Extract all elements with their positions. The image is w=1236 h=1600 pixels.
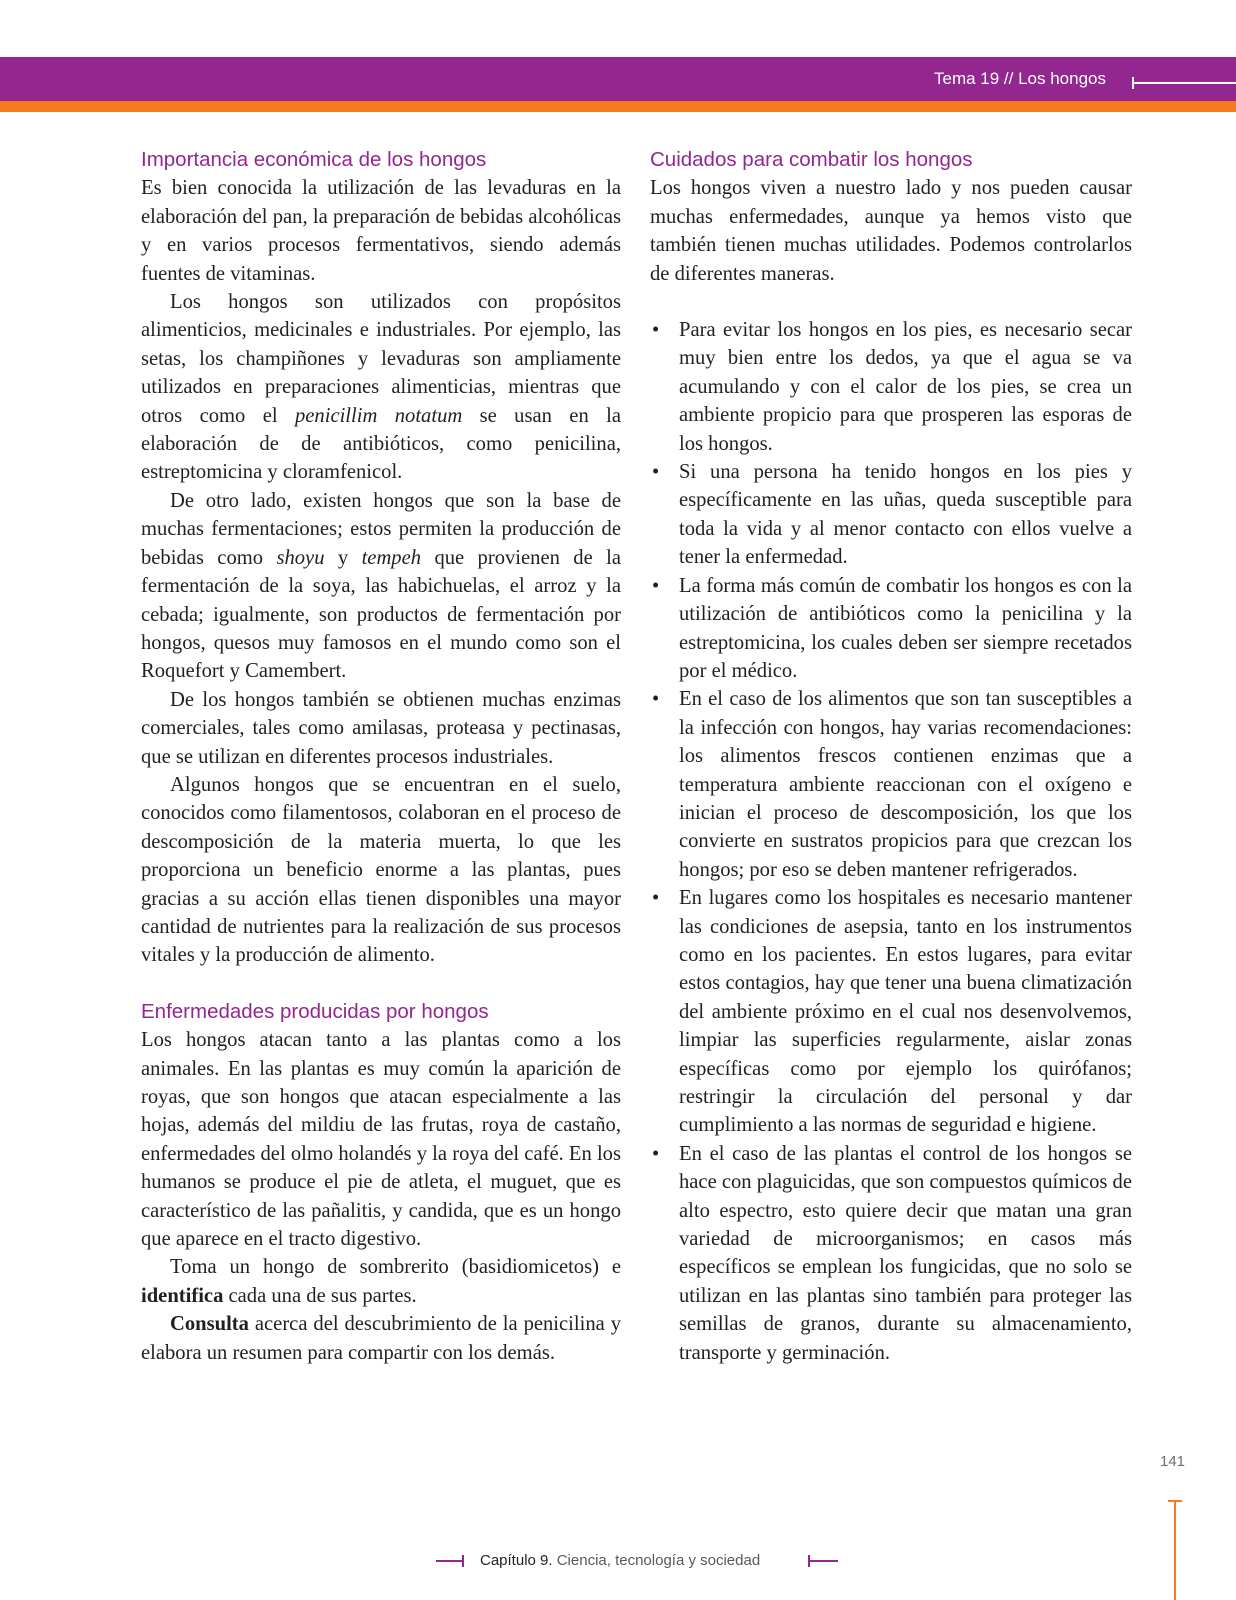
section-gap [141,970,621,998]
list-item: • En el caso de las plantas el control de los hongos se hace con plaguicidas, que son compuestos químicos de alto espectro, esto quiere decir que matan una gran variedad de microorganismos; en casos más específicos se emplean los fungicidas, que no solo se utilizan en las plantas sino también para proteger las semillas de granos, durante su almacenamiento, transporte y germinación. [650,1140,1132,1367]
activity-paragraph: Toma un hongo de sombrerito (basidiomicetos) e identifica cada una de sus partes. [141,1256,621,1307]
running-head-topic: Tema 19 // Los hongos [933,69,1106,88]
bullet-icon: • [652,887,660,910]
section-gap [650,288,1132,316]
paragraph: De otro lado, existen hongos que son la base de muchas fermentaciones; estos permiten la producción de bebidas como shoyu y tempeh que provienen de la fermentación de la soya, las habichuelas, el arroz y la cebada; igualmente, son productos de fermentación por hongos, quesos muy famosos en el mundo como son el Roquefort y Camembert. [141,489,621,683]
bullet-list [650,316,1132,1367]
paragraph: Los hongos viven a nuestro lado y nos pueden causar muchas enfermedades, aunque ya hemos visto que también tienen muchas utilidades. Podemos controlarlos de diferentes maneras. [650,177,1132,285]
activity-paragraph: Consulta acerca del descubrimiento de la penicilina y elabora un resumen para compartir con los demás. [141,1313,621,1364]
paragraph: De los hongos también se obtienen muchas enzimas comerciales, tales como amilasas, proteasa y pectinasas, que se utilizan en diferentes procesos industriales. [141,688,621,768]
list-item: • Si una persona ha tenido hongos en los pies y específicamente en las uñas, queda susceptible para toda la vida y al menor contacto con ellos vuelve a tener la enfermedad. [650,458,1132,572]
right-column [650,146,1132,1367]
footer-rule-right [808,1560,838,1562]
bold-keyword: Consulta [170,1313,249,1336]
italic-term: tempeh [361,546,422,569]
italic-term: shoyu [276,546,325,569]
list-item: • En el caso de los alimentos que son tan susceptibles a la infección con hongos, hay varias recomendaciones: los alimentos frescos contienen enzimas que a temperatura ambiente reaccionan con el oxígeno e inician el proceso de descomposición, los que los convierte en sustratos propicios para que crezcan los hongos; por eso se deben mantener refrigerados. [650,685,1132,884]
section-title-importancia: Importancia económica de los hongos [141,148,487,171]
list-item: • Para evitar los hongos en los pies, es necesario secar muy bien entre los dedos, ya que el agua se va acumulando y con el calor de los pies, se crea un ambiente propicio para que prosperen las esporas de los hongos. [650,316,1132,458]
footer-chapter [480,1551,760,1571]
italic-term: penicillim notatum [294,404,463,427]
bullet-icon: • [652,1142,660,1165]
footer-chapter-label: Capítulo 9. [480,1552,553,1569]
list-item: • En lugares como los hospitales es necesario mantener las condiciones de asepsia, tanto en los instrumentos como en los pacientes. En estos lugares, para evitar estos contagios, hay que tener una buena climatización del ambiente próximo en el cual nos desenvolvemos, limpiar las superficies regularmente, aislar zonas específicas como por ejemplo los quirófanos; restringir la circulación del personal y dar cumplimiento a las normas de seguridad e higiene. [650,884,1132,1140]
paragraph: Los hongos son utilizados con propósitos alimenticios, medicinales e industriales. Por ejemplo, las setas, los champiñones y levaduras son ampliamente utilizados en preparaciones alimenticias, mientras que otros como el penicillim notatum se usan en la elaboración de de antibióticos, como penicilina, estreptomicina y cloramfenicol. [141,291,621,484]
page-number: 141 [1160,1453,1186,1470]
bold-keyword: identifica [141,1284,224,1307]
section-title-cuidados: Cuidados para combatir los hongos [650,148,973,171]
footer-chapter-title: Ciencia, tecnología y sociedad [556,1552,761,1569]
footer-rule-left-tick [462,1555,464,1567]
bullet-icon: • [652,461,660,484]
footer-rule-left [436,1560,464,1562]
bullet-icon: • [652,319,660,342]
paragraph: Algunos hongos que se encuentran en el suelo, conocidos como filamentosos, colaboran en el proceso de descomposición de la materia muerta, lo que les proporciona un beneficio enorme a las plantas, pues gracias a su acción ellas tienen disponibles una mayor cantidad de nutrientes para la realización de sus procesos vitales y la producción de alimento. [141,773,621,967]
bullet-icon: • [652,688,660,711]
header-rule [1132,82,1236,84]
paragraph: Es bien conocida la utilización de las levaduras en la elaboración del pan, la preparación de bebidas alcohólicas y en varios procesos fermentativos, siendo además fuentes de vitaminas. [141,177,621,285]
section-title-enfermedades: Enfermedades producidas por hongos [141,999,489,1023]
paragraph: Los hongos atacan tanto a las plantas como a los animales. En las plantas es muy común la aparición de royas, que son hongos que atacan especialmente a las hojas, además del mildiu de las frutas, roya de castaño, enfermedades del olmo holandés y la roya del café. En los humanos se produce el pie de atleta, el muguet, que es característico de las pañalitis, y candida, que es un hongo que aparece en el tracto digestivo. [141,1029,621,1251]
left-column [141,146,621,1367]
list-item: • La forma más común de combatir los hongos es con la utilización de antibióticos como la penicilina y la estreptomicina, los cuales deben ser siempre recetados por el médico. [650,572,1132,686]
bullet-icon: • [652,574,660,597]
header-accent-stripe [0,101,1236,112]
page-marker-line [1174,1500,1176,1600]
